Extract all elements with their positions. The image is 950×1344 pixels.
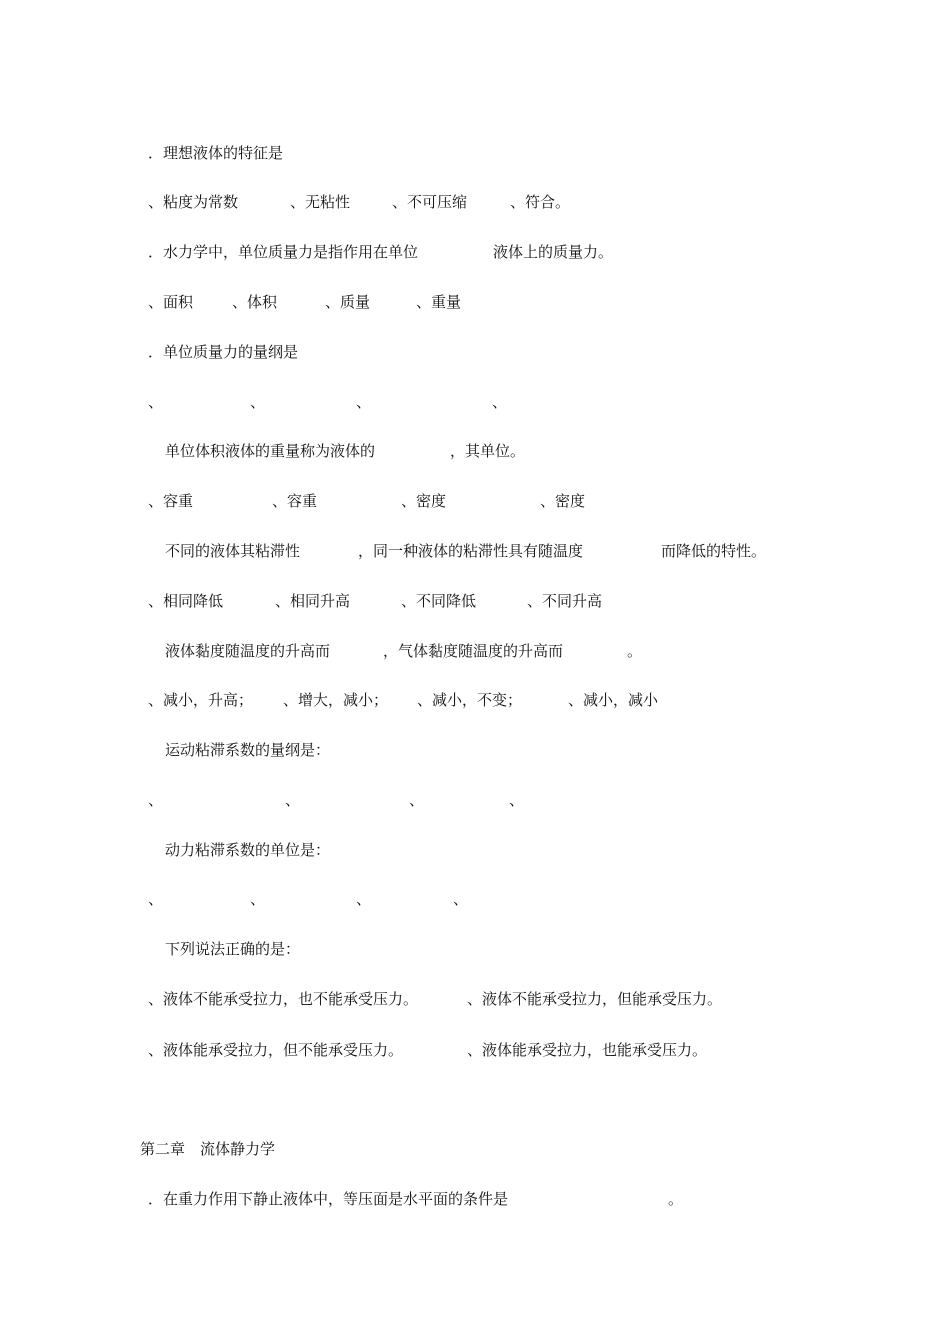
option-b: 、无粘性	[290, 193, 351, 211]
option-d: 、符合。	[510, 193, 571, 211]
option-a: 、减小，升高；	[148, 691, 254, 709]
option-d: 、重量	[416, 293, 462, 311]
option-d: 、不同升高	[527, 592, 603, 610]
option-d: 、减小，减小	[568, 691, 659, 709]
question-text: ．理想液体的特征是	[148, 144, 284, 162]
option-a: 、相同降低	[148, 592, 224, 610]
question-3-stem	[148, 342, 298, 362]
option-c: 、质量	[325, 293, 371, 311]
option-b: 、	[250, 393, 266, 411]
question-8-stem	[165, 840, 330, 860]
option-a: 、	[148, 791, 164, 809]
question-text: 不同的液体其粘滞性	[165, 542, 301, 560]
option-c: 、液体能承受拉力，但不能承受压力。	[148, 1041, 404, 1059]
option-d: 、	[492, 393, 508, 411]
option-b: 、体积	[232, 293, 278, 311]
question-text: ．单位质量力的量纲是	[148, 343, 299, 361]
question-7-stem	[165, 740, 330, 760]
option-c: 、不可压缩	[392, 193, 468, 211]
question-text: 下列说法正确的是：	[165, 940, 301, 958]
option-d: 、	[509, 791, 525, 809]
question-text: 动力粘滞系数的单位是：	[165, 841, 331, 859]
question-text-cont: 液体上的质量力。	[493, 243, 614, 261]
option-c: 、减小，不变；	[417, 691, 523, 709]
option-a: 、	[148, 393, 164, 411]
option-a: 、面积	[148, 293, 194, 311]
option-a: 、容重	[148, 492, 194, 510]
option-c: 、	[409, 791, 425, 809]
option-c: 、不同降低	[401, 592, 477, 610]
option-c: 、	[356, 890, 372, 908]
option-a: 、液体不能承受拉力，也不能承受压力。	[148, 990, 419, 1008]
option-a: 、	[148, 890, 164, 908]
option-b: 、容重	[272, 492, 318, 510]
question-text-end: 。	[668, 1190, 684, 1208]
option-d: 、液体能承受拉力，也能承受压力。	[467, 1041, 708, 1059]
option-b: 、液体不能承受拉力，但能承受压力。	[467, 990, 723, 1008]
option-d: 、	[453, 890, 469, 908]
question-text-cont: ，其单位。	[450, 442, 526, 460]
option-b: 、增大，减小；	[283, 691, 389, 709]
question-text: 运动粘滞系数的量纲是：	[165, 741, 331, 759]
question-text-end: 而降低的特性。	[661, 542, 767, 560]
option-b: 、相同升高	[275, 592, 351, 610]
question-9-stem	[165, 939, 300, 959]
question-text: ．在重力作用下静止液体中，等压面是水平面的条件是	[148, 1190, 509, 1208]
option-b: 、	[285, 791, 301, 809]
chapter-title: 第二章 流体静力学	[140, 1140, 276, 1158]
option-c: 、密度	[401, 492, 447, 510]
option-b: 、	[250, 890, 266, 908]
option-d: 、密度	[540, 492, 586, 510]
question-text: ．水力学中，单位质量力是指作用在单位	[148, 243, 419, 261]
question-text-cont: ，气体黏度随温度的升高而	[383, 642, 564, 660]
option-a: 、粘度为常数	[148, 193, 239, 211]
question-text: 单位体积液体的重量称为液体的	[165, 442, 376, 460]
question-text: 液体黏度随温度的升高而	[165, 642, 331, 660]
question-text-end: 。	[627, 642, 643, 660]
question-1-stem	[148, 143, 283, 163]
option-c: 、	[356, 393, 372, 411]
question-text-cont: ，同一种液体的粘滞性具有随温度	[358, 542, 584, 560]
chapter-heading	[140, 1139, 275, 1159]
